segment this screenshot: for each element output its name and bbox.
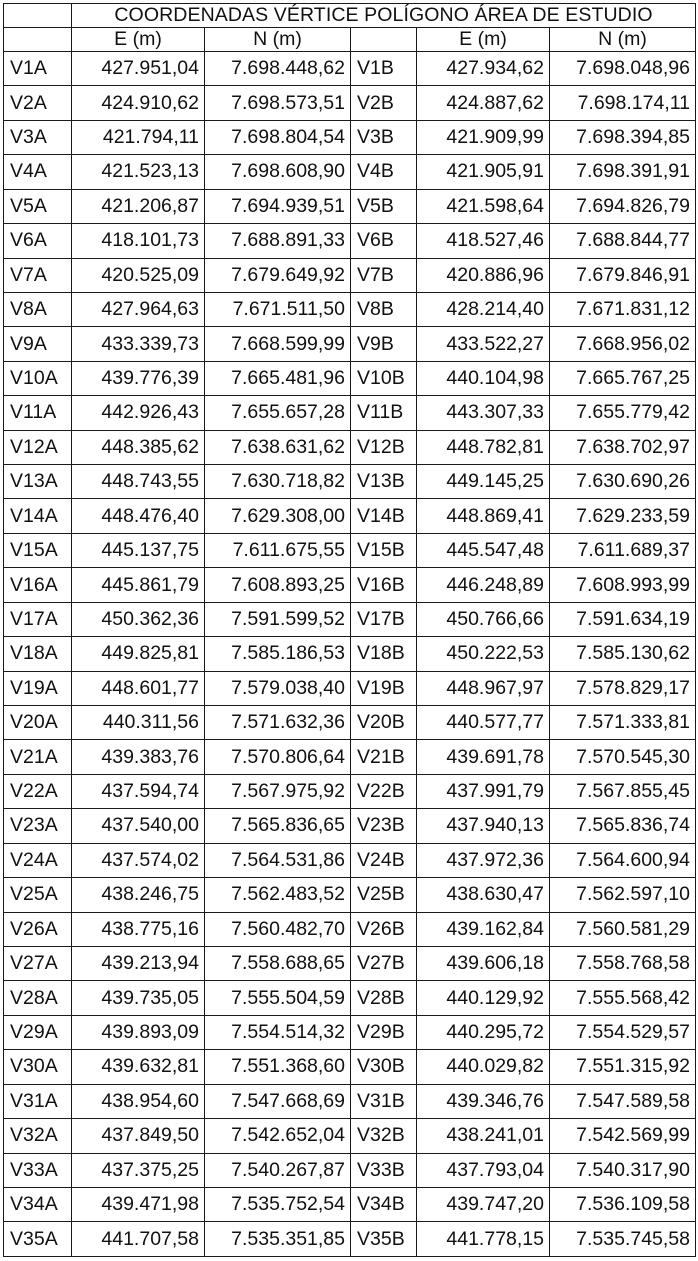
northing-b: 7.547.589,58	[550, 1084, 696, 1118]
northing-b: 7.665.767,25	[550, 361, 696, 395]
vertex-id-b: V17B	[351, 602, 417, 636]
vertex-id-a: V10A	[4, 361, 72, 395]
vertex-id-b: V16B	[351, 568, 417, 602]
easting-a: 427.951,04	[72, 52, 205, 86]
northing-a: 7.591.599,52	[205, 602, 351, 636]
easting-a: 439.893,09	[72, 1015, 205, 1049]
northing-b: 7.611.689,37	[550, 533, 696, 567]
table-row	[4, 912, 696, 946]
vertex-id-a: V12A	[4, 430, 72, 464]
header-e-a: E (m)	[72, 28, 205, 52]
northing-b: 7.540.317,90	[550, 1153, 696, 1187]
northing-a: 7.560.482,70	[205, 912, 351, 946]
northing-b: 7.630.690,26	[550, 465, 696, 499]
table-row	[4, 327, 696, 361]
table-row	[4, 499, 696, 533]
northing-b: 7.554.529,57	[550, 1015, 696, 1049]
vertex-id-b: V1B	[351, 52, 417, 86]
vertex-id-b: V11B	[351, 396, 417, 430]
vertex-id-a: V34A	[4, 1187, 72, 1221]
northing-a: 7.547.668,69	[205, 1084, 351, 1118]
easting-a: 439.632,81	[72, 1050, 205, 1084]
northing-a: 7.570.806,64	[205, 740, 351, 774]
easting-b: 439.346,76	[417, 1084, 550, 1118]
table-row	[4, 189, 696, 223]
easting-b: 438.630,47	[417, 878, 550, 912]
table-row	[4, 224, 696, 258]
easting-a: 437.594,74	[72, 774, 205, 808]
vertex-id-a: V21A	[4, 740, 72, 774]
easting-a: 421.794,11	[72, 120, 205, 154]
northing-a: 7.540.267,87	[205, 1153, 351, 1187]
northing-b: 7.698.174,11	[550, 86, 696, 120]
easting-b: 440.129,92	[417, 981, 550, 1015]
vertex-id-a: V15A	[4, 533, 72, 567]
table-row	[4, 878, 696, 912]
vertex-id-a: V8A	[4, 292, 72, 326]
easting-b: 437.940,13	[417, 809, 550, 843]
easting-a: 438.246,75	[72, 878, 205, 912]
table-row	[4, 86, 696, 120]
northing-b: 7.571.333,81	[550, 706, 696, 740]
easting-a: 445.137,75	[72, 533, 205, 567]
easting-b: 440.029,82	[417, 1050, 550, 1084]
table-row	[4, 396, 696, 430]
northing-a: 7.698.608,90	[205, 155, 351, 189]
table-row	[4, 637, 696, 671]
northing-b: 7.542.569,99	[550, 1119, 696, 1153]
easting-a: 437.375,25	[72, 1153, 205, 1187]
easting-a: 437.849,50	[72, 1119, 205, 1153]
vertex-id-b: V15B	[351, 533, 417, 567]
northing-a: 7.655.657,28	[205, 396, 351, 430]
table-row	[4, 1187, 696, 1221]
northing-b: 7.558.768,58	[550, 946, 696, 980]
easting-a: 420.525,09	[72, 258, 205, 292]
easting-a: 433.339,73	[72, 327, 205, 361]
northing-b: 7.694.826,79	[550, 189, 696, 223]
northing-a: 7.542.652,04	[205, 1119, 351, 1153]
easting-a: 440.311,56	[72, 706, 205, 740]
vertex-id-a: V18A	[4, 637, 72, 671]
vertex-id-a: V11A	[4, 396, 72, 430]
table-row	[4, 740, 696, 774]
easting-a: 448.385,62	[72, 430, 205, 464]
northing-b: 7.535.745,58	[550, 1222, 696, 1257]
easting-a: 437.574,02	[72, 843, 205, 877]
vertex-id-b: V3B	[351, 120, 417, 154]
header-row	[4, 28, 696, 52]
northing-a: 7.629.308,00	[205, 499, 351, 533]
vertex-id-a: V35A	[4, 1222, 72, 1257]
table-row	[4, 1119, 696, 1153]
vertex-id-b: V20B	[351, 706, 417, 740]
easting-a: 439.471,98	[72, 1187, 205, 1221]
easting-b: 421.598,64	[417, 189, 550, 223]
easting-a: 418.101,73	[72, 224, 205, 258]
easting-b: 424.887,62	[417, 86, 550, 120]
table-row	[4, 1084, 696, 1118]
vertex-id-b: V4B	[351, 155, 417, 189]
vertex-id-b: V8B	[351, 292, 417, 326]
easting-b: 446.248,89	[417, 568, 550, 602]
easting-b: 440.577,77	[417, 706, 550, 740]
easting-b: 445.547,48	[417, 533, 550, 567]
easting-b: 437.972,36	[417, 843, 550, 877]
northing-b: 7.560.581,29	[550, 912, 696, 946]
easting-b: 443.307,33	[417, 396, 550, 430]
easting-a: 439.213,94	[72, 946, 205, 980]
vertex-id-a: V25A	[4, 878, 72, 912]
table-row	[4, 568, 696, 602]
table-row	[4, 465, 696, 499]
vertex-id-b: V13B	[351, 465, 417, 499]
northing-a: 7.535.752,54	[205, 1187, 351, 1221]
northing-b: 7.608.993,99	[550, 568, 696, 602]
easting-a: 438.775,16	[72, 912, 205, 946]
vertex-id-b: V14B	[351, 499, 417, 533]
easting-a: 438.954,60	[72, 1084, 205, 1118]
vertex-id-a: V13A	[4, 465, 72, 499]
northing-b: 7.578.829,17	[550, 671, 696, 705]
northing-b: 7.688.844,77	[550, 224, 696, 258]
northing-a: 7.630.718,82	[205, 465, 351, 499]
vertex-id-b: V26B	[351, 912, 417, 946]
easting-a: 450.362,36	[72, 602, 205, 636]
easting-a: 448.743,55	[72, 465, 205, 499]
northing-a: 7.698.448,62	[205, 52, 351, 86]
easting-a: 421.523,13	[72, 155, 205, 189]
vertex-id-b: V21B	[351, 740, 417, 774]
easting-b: 439.162,84	[417, 912, 550, 946]
easting-b: 441.778,15	[417, 1222, 550, 1257]
northing-b: 7.655.779,42	[550, 396, 696, 430]
table-row	[4, 671, 696, 705]
northing-b: 7.698.394,85	[550, 120, 696, 154]
vertex-id-a: V14A	[4, 499, 72, 533]
vertex-id-a: V5A	[4, 189, 72, 223]
easting-a: 437.540,00	[72, 809, 205, 843]
northing-a: 7.554.514,32	[205, 1015, 351, 1049]
northing-a: 7.551.368,60	[205, 1050, 351, 1084]
easting-b: 421.909,99	[417, 120, 550, 154]
vertex-id-a: V32A	[4, 1119, 72, 1153]
table-row	[4, 155, 696, 189]
northing-a: 7.611.675,55	[205, 533, 351, 567]
northing-a: 7.562.483,52	[205, 878, 351, 912]
easting-a: 442.926,43	[72, 396, 205, 430]
easting-b: 448.782,81	[417, 430, 550, 464]
vertex-id-b: V23B	[351, 809, 417, 843]
northing-b: 7.591.634,19	[550, 602, 696, 636]
northing-a: 7.558.688,65	[205, 946, 351, 980]
easting-b: 439.606,18	[417, 946, 550, 980]
easting-b: 439.691,78	[417, 740, 550, 774]
header-blank-cell-b	[351, 28, 417, 52]
table-row	[4, 52, 696, 86]
easting-b: 449.145,25	[417, 465, 550, 499]
northing-a: 7.564.531,86	[205, 843, 351, 877]
table-row	[4, 809, 696, 843]
table-row	[4, 430, 696, 464]
table-row	[4, 946, 696, 980]
vertex-id-a: V4A	[4, 155, 72, 189]
vertex-id-b: V28B	[351, 981, 417, 1015]
easting-a: 439.735,05	[72, 981, 205, 1015]
table-title: COORDENADAS VÉRTICE POLÍGONO ÁREA DE ESTUDIO	[72, 4, 696, 28]
header-blank-cell-a	[4, 28, 72, 52]
table-row	[4, 843, 696, 877]
vertex-id-a: V6A	[4, 224, 72, 258]
vertex-id-a: V29A	[4, 1015, 72, 1049]
vertex-id-a: V2A	[4, 86, 72, 120]
table-row	[4, 1222, 696, 1257]
easting-b: 450.766,66	[417, 602, 550, 636]
easting-b: 439.747,20	[417, 1187, 550, 1221]
vertex-id-a: V26A	[4, 912, 72, 946]
easting-b: 428.214,40	[417, 292, 550, 326]
easting-a: 424.910,62	[72, 86, 205, 120]
vertex-id-a: V7A	[4, 258, 72, 292]
vertex-id-a: V31A	[4, 1084, 72, 1118]
northing-b: 7.555.568,42	[550, 981, 696, 1015]
vertex-id-a: V24A	[4, 843, 72, 877]
easting-b: 437.793,04	[417, 1153, 550, 1187]
northing-a: 7.668.599,99	[205, 327, 351, 361]
easting-b: 420.886,96	[417, 258, 550, 292]
easting-b: 440.295,72	[417, 1015, 550, 1049]
vertex-id-b: V32B	[351, 1119, 417, 1153]
vertex-id-b: V19B	[351, 671, 417, 705]
vertex-id-b: V33B	[351, 1153, 417, 1187]
vertex-id-b: V30B	[351, 1050, 417, 1084]
vertex-id-b: V24B	[351, 843, 417, 877]
easting-b: 418.527,46	[417, 224, 550, 258]
vertex-id-a: V22A	[4, 774, 72, 808]
northing-a: 7.671.511,50	[205, 292, 351, 326]
vertex-id-b: V7B	[351, 258, 417, 292]
easting-a: 449.825,81	[72, 637, 205, 671]
easting-a: 427.964,63	[72, 292, 205, 326]
vertex-id-a: V33A	[4, 1153, 72, 1187]
northing-b: 7.629.233,59	[550, 499, 696, 533]
table-row	[4, 774, 696, 808]
vertex-id-b: V27B	[351, 946, 417, 980]
easting-b: 437.991,79	[417, 774, 550, 808]
vertex-id-b: V18B	[351, 637, 417, 671]
northing-b: 7.570.545,30	[550, 740, 696, 774]
table-row	[4, 706, 696, 740]
easting-b: 421.905,91	[417, 155, 550, 189]
northing-a: 7.585.186,53	[205, 637, 351, 671]
easting-b: 448.869,41	[417, 499, 550, 533]
northing-b: 7.565.836,74	[550, 809, 696, 843]
vertex-id-a: V17A	[4, 602, 72, 636]
northing-a: 7.638.631,62	[205, 430, 351, 464]
table-row	[4, 602, 696, 636]
northing-b: 7.671.831,12	[550, 292, 696, 326]
northing-b: 7.698.391,91	[550, 155, 696, 189]
title-row	[4, 4, 696, 28]
vertex-id-b: V34B	[351, 1187, 417, 1221]
vertex-id-a: V1A	[4, 52, 72, 86]
vertex-id-b: V29B	[351, 1015, 417, 1049]
northing-a: 7.579.038,40	[205, 671, 351, 705]
table-row	[4, 361, 696, 395]
easting-b: 448.967,97	[417, 671, 550, 705]
northing-b: 7.536.109,58	[550, 1187, 696, 1221]
coordinates-table	[3, 3, 696, 1257]
northing-a: 7.567.975,92	[205, 774, 351, 808]
vertex-id-b: V25B	[351, 878, 417, 912]
header-n-a: N (m)	[205, 28, 351, 52]
northing-b: 7.585.130,62	[550, 637, 696, 671]
northing-b: 7.638.702,97	[550, 430, 696, 464]
vertex-id-a: V19A	[4, 671, 72, 705]
table-row	[4, 1153, 696, 1187]
northing-b: 7.551.315,92	[550, 1050, 696, 1084]
table-row	[4, 1015, 696, 1049]
easting-b: 433.522,27	[417, 327, 550, 361]
northing-a: 7.535.351,85	[205, 1222, 351, 1257]
vertex-id-b: V5B	[351, 189, 417, 223]
easting-a: 448.476,40	[72, 499, 205, 533]
vertex-id-a: V9A	[4, 327, 72, 361]
northing-a: 7.698.804,54	[205, 120, 351, 154]
vertex-id-a: V30A	[4, 1050, 72, 1084]
northing-b: 7.668.956,02	[550, 327, 696, 361]
easting-a: 448.601,77	[72, 671, 205, 705]
northing-a: 7.688.891,33	[205, 224, 351, 258]
header-n-b: N (m)	[550, 28, 696, 52]
northing-a: 7.555.504,59	[205, 981, 351, 1015]
table-row	[4, 981, 696, 1015]
northing-a: 7.679.649,92	[205, 258, 351, 292]
vertex-id-b: V10B	[351, 361, 417, 395]
northing-b: 7.698.048,96	[550, 52, 696, 86]
table-row	[4, 1050, 696, 1084]
table-row	[4, 258, 696, 292]
vertex-id-b: V35B	[351, 1222, 417, 1257]
vertex-id-a: V20A	[4, 706, 72, 740]
title-blank-cell	[4, 4, 72, 28]
easting-b: 427.934,62	[417, 52, 550, 86]
vertex-id-b: V31B	[351, 1084, 417, 1118]
northing-a: 7.608.893,25	[205, 568, 351, 602]
northing-a: 7.565.836,65	[205, 809, 351, 843]
easting-a: 439.776,39	[72, 361, 205, 395]
easting-b: 438.241,01	[417, 1119, 550, 1153]
vertex-id-b: V22B	[351, 774, 417, 808]
easting-b: 450.222,53	[417, 637, 550, 671]
northing-b: 7.679.846,91	[550, 258, 696, 292]
vertex-id-a: V16A	[4, 568, 72, 602]
northing-a: 7.665.481,96	[205, 361, 351, 395]
vertex-id-b: V12B	[351, 430, 417, 464]
easting-a: 439.383,76	[72, 740, 205, 774]
northing-a: 7.694.939,51	[205, 189, 351, 223]
northing-a: 7.571.632,36	[205, 706, 351, 740]
table-row	[4, 533, 696, 567]
table-row	[4, 292, 696, 326]
table-body	[4, 52, 696, 1257]
easting-a: 421.206,87	[72, 189, 205, 223]
northing-a: 7.698.573,51	[205, 86, 351, 120]
easting-b: 440.104,98	[417, 361, 550, 395]
vertex-id-a: V23A	[4, 809, 72, 843]
header-e-b: E (m)	[417, 28, 550, 52]
easting-a: 441.707,58	[72, 1222, 205, 1257]
northing-b: 7.562.597,10	[550, 878, 696, 912]
vertex-id-a: V3A	[4, 120, 72, 154]
easting-a: 445.861,79	[72, 568, 205, 602]
table-row	[4, 120, 696, 154]
vertex-id-a: V27A	[4, 946, 72, 980]
vertex-id-b: V6B	[351, 224, 417, 258]
vertex-id-b: V9B	[351, 327, 417, 361]
northing-b: 7.567.855,45	[550, 774, 696, 808]
vertex-id-a: V28A	[4, 981, 72, 1015]
vertex-id-b: V2B	[351, 86, 417, 120]
northing-b: 7.564.600,94	[550, 843, 696, 877]
